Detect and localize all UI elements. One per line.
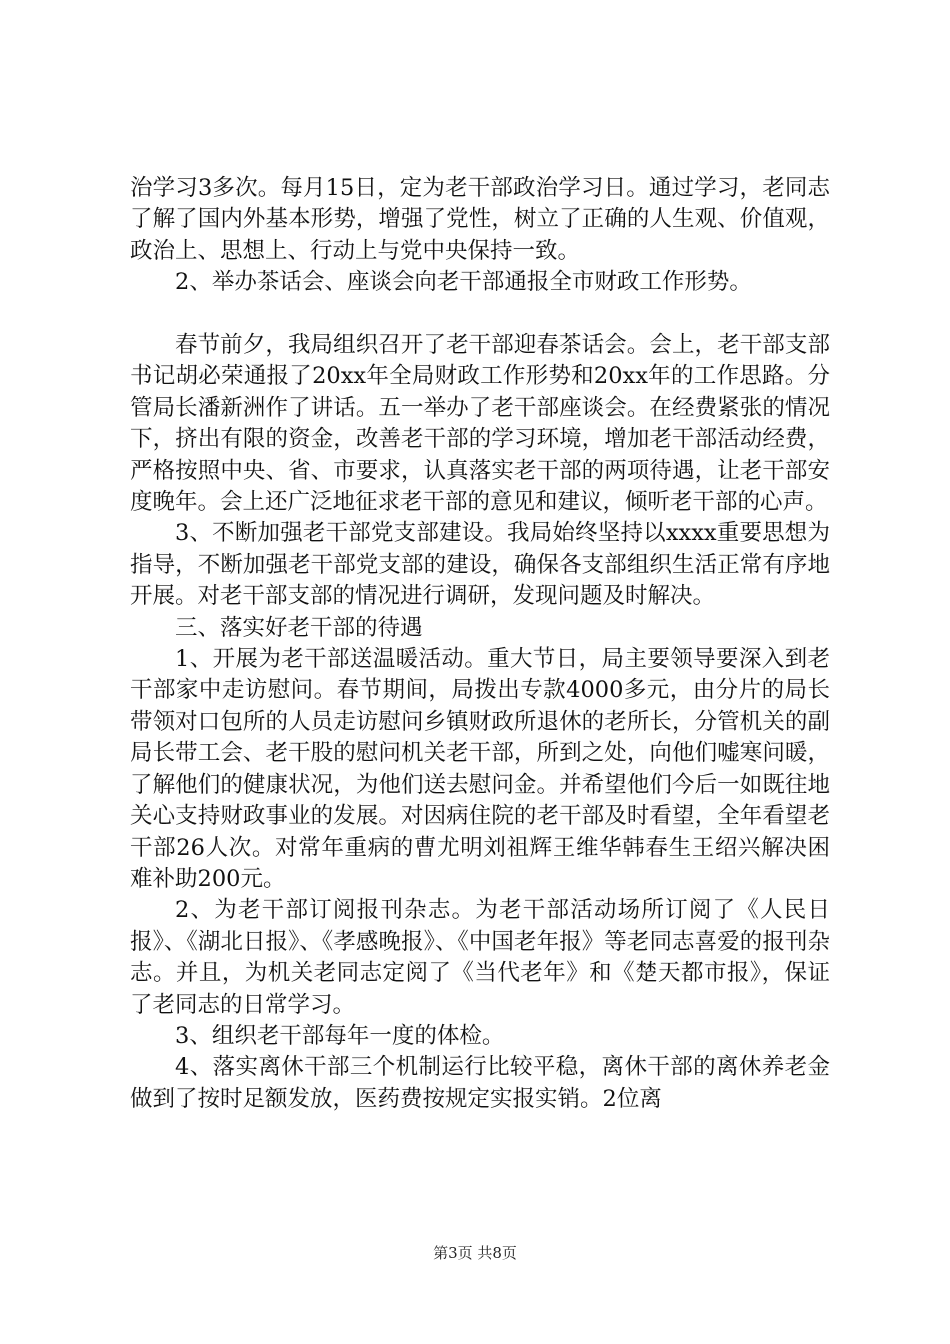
page-number-label: 第3页 共8页 xyxy=(433,1244,517,1262)
document-body xyxy=(130,173,830,1115)
paragraph-spring-festival: 春节前夕，我局组织召开了老干部迎春茶话会。会上，老干部支部书记胡必荣通报了20xx年全局财政工作形势和20xx年的工作思路。分管局长潘新洲作了讲话。五一举办了老干部座谈会。在经费紧张的情况下，挤出有限的资金，改善老干部的学习环境，增加老干部活动经费，严格按照中央、省、市要求，认真落实老干部的两项待遇，让老干部安度晚年。会上还广泛地征求老干部的意见和建议，倾听老干部的心声。 xyxy=(130,332,830,516)
paragraph-health-check: 3、组织老干部每年一度的体检。 xyxy=(175,1022,505,1049)
paragraph-heading-tea-party: 2、举办茶话会、座谈会向老干部通报全市财政工作形势。 xyxy=(175,269,752,296)
section-heading-treatment: 三、落实好老干部的待遇 xyxy=(175,614,423,641)
paragraph-party-branch: 3、不断加强老干部党支部建设。我局始终坚持以xxxx重要思想为指导，不断加强老干部党支部的建设，确保各支部组织生活正常有序地开展。对老干部支部的情况进行调研，发现问题及时解决。 xyxy=(130,520,830,610)
paragraph-political-study: 治学习3多次。每月15日，定为老干部政治学习日。通过学习，老同志了解了国内外基本形势，增强了党性，树立了正确的人生观、价值观，政治上、思想上、行动上与党中央保持一致。 xyxy=(130,175,830,264)
page-footer xyxy=(0,1243,950,1263)
paragraph-newspapers: 2、为老干部订阅报刊杂志。为老干部活动场所订阅了《人民日报》、《湖北日报》、《孝感晚报》、《中国老年报》等老同志喜爱的报刊杂志。并且，为机关老同志定阅了《当代老年》和《楚天都市报》，保证了老同志的日常学习。 xyxy=(130,897,830,1018)
paragraph-retirement-mechanism: 4、落实离休干部三个机制运行比较平稳，离休干部的离休养老金做到了按时足额发放，医药费按规定实报实销。2位离 xyxy=(130,1054,830,1112)
paragraph-warmth-activity: 1、开展为老干部送温暖活动。重大节日，局主要领导要深入到老干部家中走访慰问。春节期间，局拨出专款4000多元，由分片的局长带领对口包所的人员走访慰问乡镇财政所退休的老所长，分管机关的副局长带工会、老干股的慰问机关老干部，所到之处，向他们嘘寒问暖，了解他们的健康状况，为他们送去慰问金。并希望他们今后一如既往地关心支持财政事业的发展。对因病住院的老干部及时看望，全年看望老干部26人次。对常年重病的曹尤明刘祖辉王维华韩春生王绍兴解决困难补助200元。 xyxy=(130,646,830,892)
